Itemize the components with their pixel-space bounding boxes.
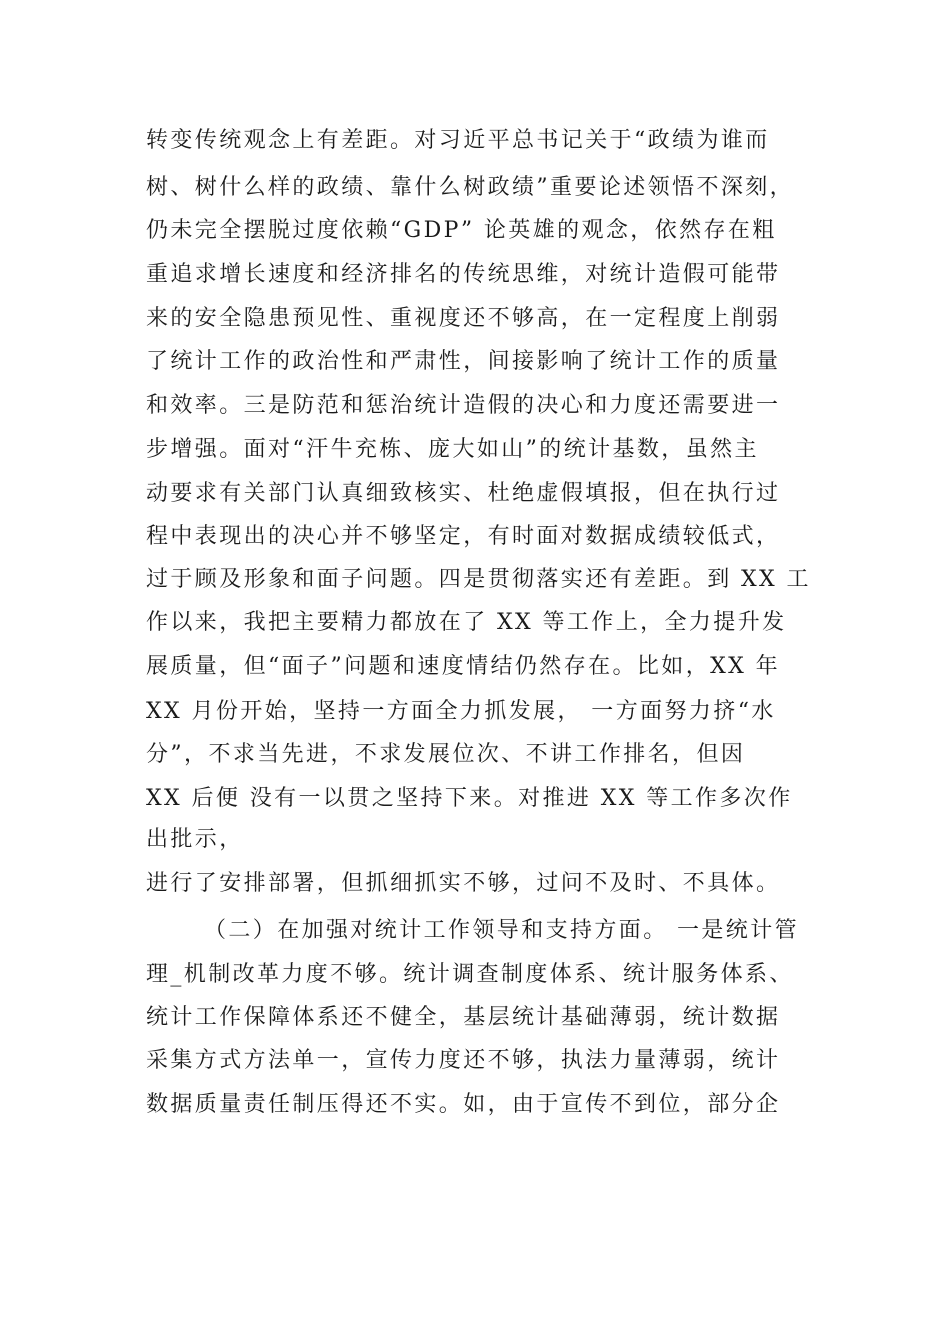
- text-line: 转变传统观念上有差距。对习近平总书记关于“政绩为谁而: [146, 128, 770, 153]
- text-line: 过于顾及形象和面子问题。四是贯彻落实还有差距。到 XX 工: [146, 567, 811, 592]
- text-line: 和效率。三是防范和惩治统计造假的决心和力度还需要进一: [146, 393, 781, 418]
- text-line: 采集方式方法单一，宣传力度还不够，执法力量薄弱，统计: [146, 1048, 781, 1073]
- text-line: 分”，不求当先进，不求发展位次、不讲工作排名，但因: [146, 742, 746, 767]
- text-line: 统计工作保障体系还不健全，基层统计基础薄弱，统计数据: [146, 1005, 781, 1030]
- section-heading-line: （二）在加强对统计工作领导和支持方面。 一是统计管: [204, 918, 799, 943]
- text-line: XX 月份开始，坚持一方面全力抓发展， 一方面努力挤“水: [146, 699, 776, 724]
- text-line: 理_机制改革力度不够。统计调查制度体系、统计服务体系、: [146, 962, 794, 987]
- text-line: 了统计工作的政治性和严肃性，间接影响了统计工作的质量: [146, 349, 781, 374]
- text-line: 来的安全隐患预见性、重视度还不够高，在一定程度上削弱: [146, 306, 781, 331]
- text-line: 作以来，我把主要精力都放在了 XX 等工作上，全力提升发: [146, 610, 787, 635]
- text-line: 步增强。面对“汗牛充栋、庞大如山”的统计基数，虽然主: [146, 437, 759, 462]
- text-line: 出批示，: [146, 827, 244, 852]
- text-line: 程中表现出的决心并不够坚定，有时面对数据成绩较低式，: [146, 524, 781, 549]
- text-line: 重追求增长速度和经济排名的传统思维，对统计造假可能带: [146, 262, 781, 287]
- text-line: 动要求有关部门认真细致核实、杜绝虚假填报，但在执行过: [146, 481, 781, 506]
- text-line: 展质量，但“面子”问题和速度情结仍然存在。比如，XX 年: [146, 654, 781, 679]
- text-line: 树、树什么样的政绩、靠什么树政绩”重要论述领悟不深刻，: [146, 175, 795, 200]
- text-line: 进行了安排部署，但抓细抓实不够，过问不及时、不具体。: [146, 871, 781, 896]
- text-line: 仍未完全摆脱过度依赖“GDP” 论英雄的观念，依然存在粗: [146, 218, 777, 243]
- text-line: XX 后便 没有一以贯之坚持下来。对推进 XX 等工作多次作: [146, 786, 793, 811]
- text-line: 数据质量责任制压得还不实。如，由于宣传不到位，部分企: [146, 1092, 781, 1117]
